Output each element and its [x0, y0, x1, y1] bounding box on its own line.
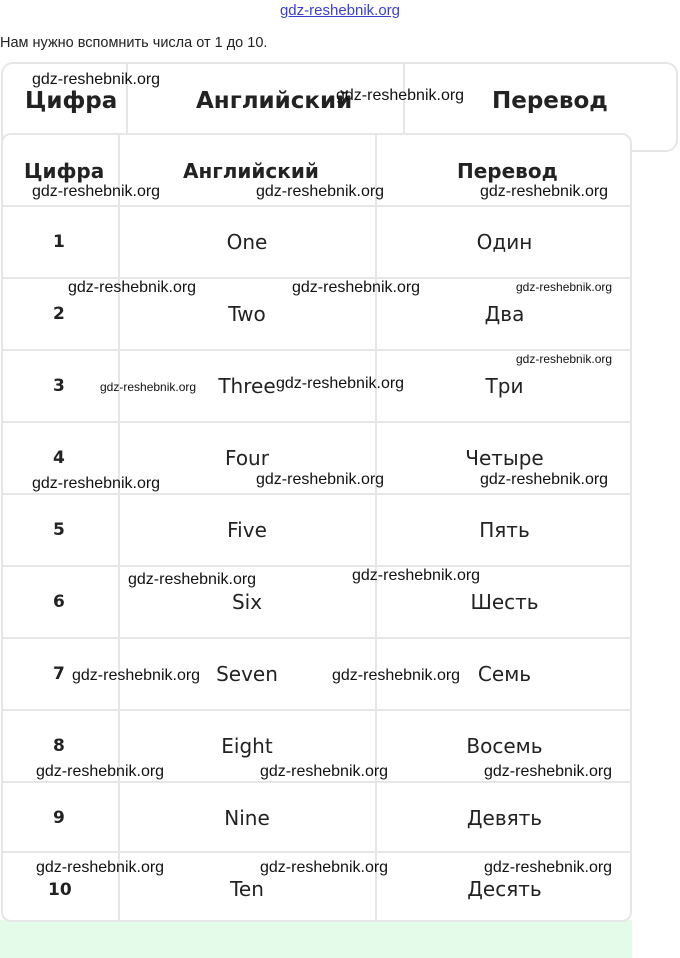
row-russian: Один: [476, 230, 533, 254]
divider: [3, 709, 630, 711]
row-english: Eight: [221, 734, 273, 758]
row-digit: 2: [53, 304, 65, 324]
watermark: gdz-reshebnik.org: [72, 667, 201, 684]
header-translation: Перевод: [457, 159, 558, 183]
watermark: gdz-reshebnik.org: [332, 667, 461, 684]
watermark: gdz-reshebnik.org: [256, 471, 385, 488]
row-russian: Семь: [477, 662, 532, 686]
top-header-digit: Цифра: [25, 88, 118, 114]
watermark: gdz-reshebnik.org: [32, 71, 161, 88]
divider: [3, 493, 630, 495]
row-english: Five: [227, 518, 267, 542]
divider: [3, 349, 630, 351]
watermark: gdz-reshebnik.org: [100, 380, 197, 394]
top-header-english: Английский: [196, 88, 353, 114]
watermark: gdz-reshebnik.org: [36, 859, 165, 876]
row-english: One: [226, 230, 268, 254]
watermark: gdz-reshebnik.org: [260, 763, 389, 780]
site-link[interactable]: gdz-reshebnik.org: [279, 2, 401, 19]
header-english: Английский: [183, 159, 319, 183]
row-digit: 5: [53, 520, 65, 540]
watermark: gdz-reshebnik.org: [352, 567, 481, 584]
row-english: Ten: [230, 877, 264, 901]
row-digit: 7: [53, 664, 65, 684]
divider: [3, 781, 630, 783]
watermark: gdz-reshebnik.org: [32, 475, 161, 492]
row-digit: 8: [53, 736, 65, 756]
watermark: gdz-reshebnik.org: [480, 471, 609, 488]
row-russian: Десять: [467, 877, 542, 901]
background-strip: [0, 920, 632, 958]
row-digit: 3: [53, 376, 65, 396]
row-russian: Восемь: [466, 734, 543, 758]
top-header-translation: Перевод: [492, 88, 608, 114]
watermark: gdz-reshebnik.org: [276, 375, 405, 392]
watermark: gdz-reshebnik.org: [256, 183, 385, 200]
watermark: gdz-reshebnik.org: [516, 352, 613, 366]
row-russian: Шесть: [470, 590, 539, 614]
intro-text: Нам нужно вспомнить числа от 1 до 10.: [0, 35, 268, 51]
watermark: gdz-reshebnik.org: [336, 87, 465, 104]
watermark: gdz-reshebnik.org: [484, 763, 613, 780]
row-russian: Девять: [466, 806, 543, 830]
watermark: gdz-reshebnik.org: [260, 859, 389, 876]
header-digit: Цифра: [24, 159, 105, 183]
row-english: Four: [225, 446, 269, 470]
row-english: Nine: [224, 806, 270, 830]
row-digit: 4: [53, 448, 65, 468]
watermark: gdz-reshebnik.org: [484, 859, 613, 876]
divider: [3, 851, 630, 853]
watermark: gdz-reshebnik.org: [516, 280, 613, 294]
divider: [3, 421, 630, 423]
row-russian: Три: [485, 374, 524, 398]
row-digit: 10: [48, 880, 72, 900]
divider: [3, 565, 630, 567]
row-russian: Четыре: [465, 446, 544, 470]
watermark: gdz-reshebnik.org: [32, 183, 161, 200]
row-russian: Пять: [479, 518, 530, 542]
row-english: Two: [228, 302, 266, 326]
row-digit: 1: [53, 232, 65, 252]
row-english: Three: [218, 374, 276, 398]
numbers-table: [1, 133, 632, 922]
watermark: gdz-reshebnik.org: [36, 763, 165, 780]
row-english: Seven: [216, 662, 278, 686]
divider: [3, 637, 630, 639]
row-digit: 9: [53, 808, 65, 828]
row-digit: 6: [53, 592, 65, 612]
row-english: Six: [231, 590, 263, 614]
watermark: gdz-reshebnik.org: [128, 571, 257, 588]
watermark: gdz-reshebnik.org: [68, 279, 197, 296]
row-russian: Два: [484, 302, 525, 326]
divider: [3, 205, 630, 207]
watermark: gdz-reshebnik.org: [480, 183, 609, 200]
watermark: gdz-reshebnik.org: [292, 279, 421, 296]
